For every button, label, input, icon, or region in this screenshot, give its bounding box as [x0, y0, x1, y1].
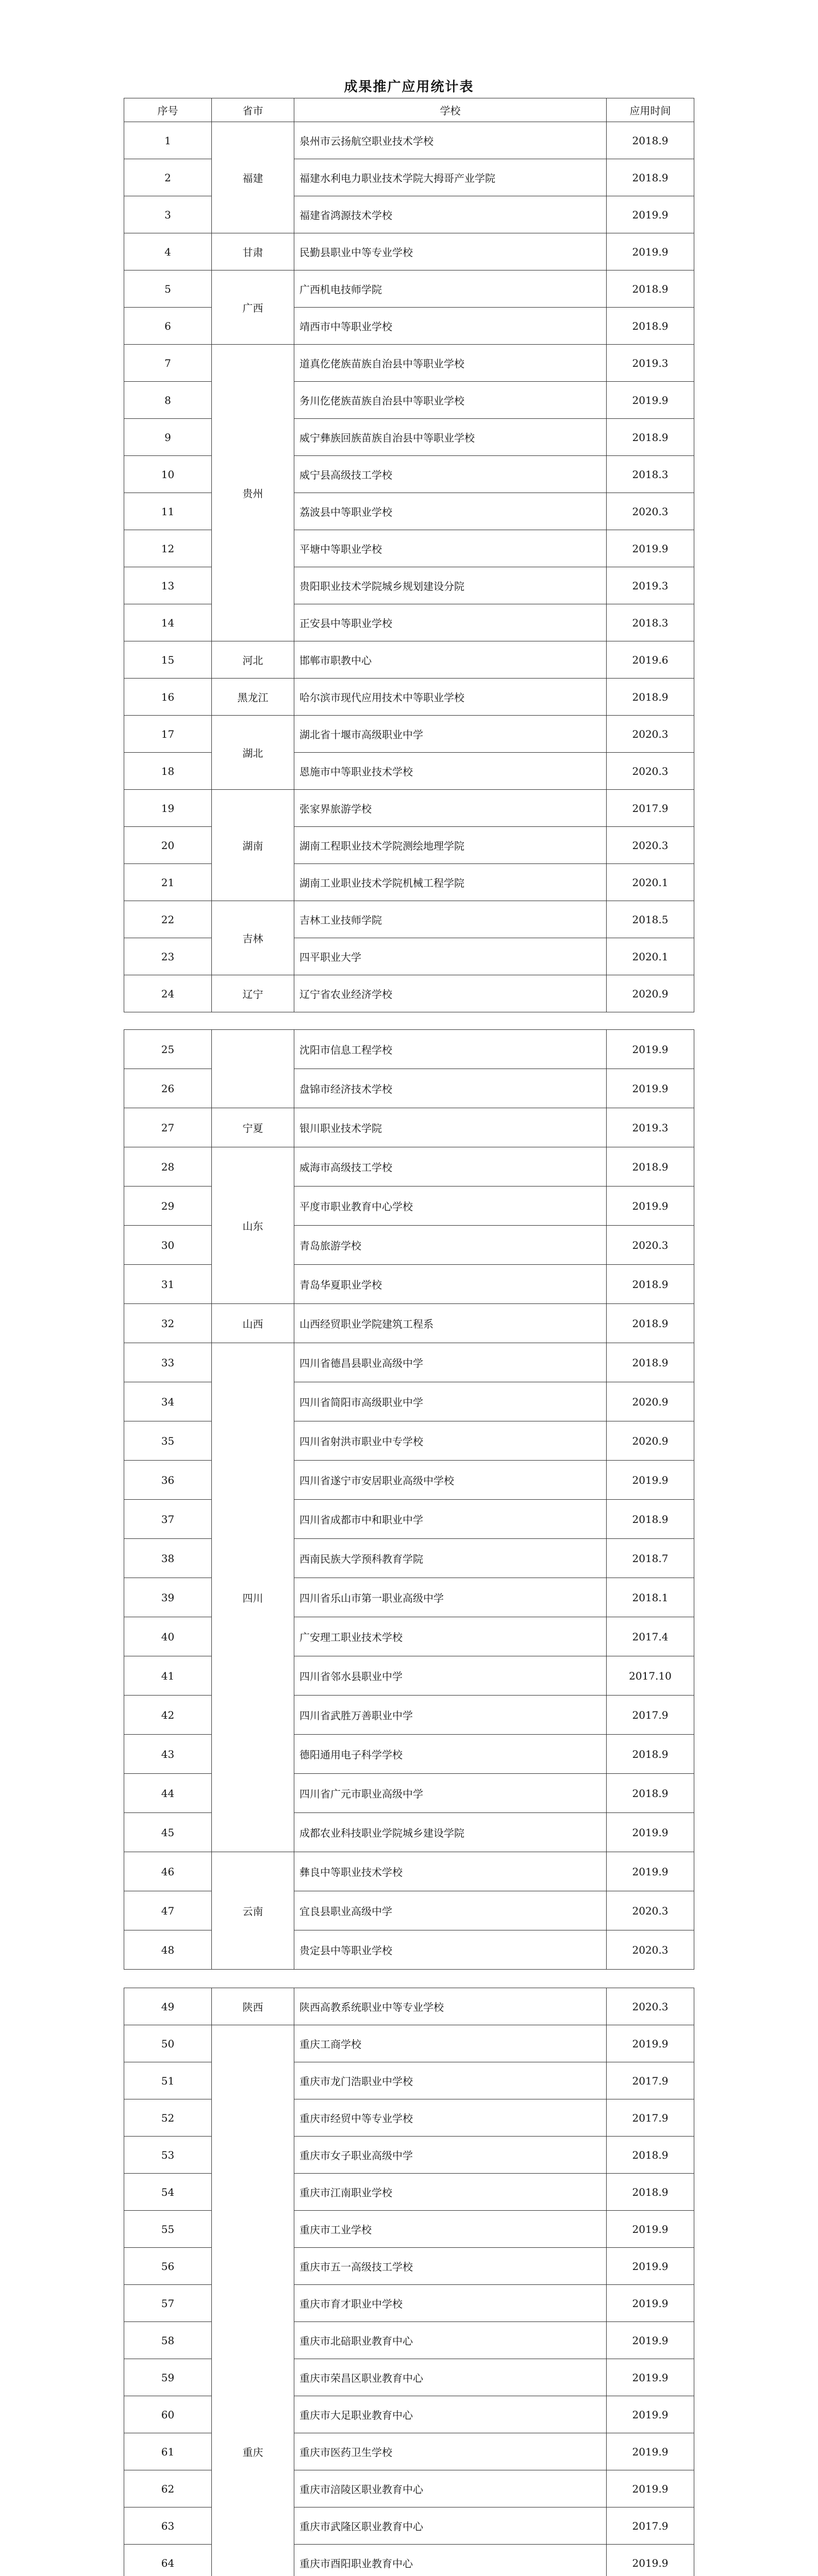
table-row [124, 345, 694, 382]
row-index: 51 [124, 2062, 212, 2099]
row-index: 30 [124, 1226, 212, 1265]
header-province: 省市 [212, 98, 294, 122]
application-date: 2018.9 [607, 1500, 694, 1539]
school-name: 辽宁省农业经济学校 [294, 975, 607, 1012]
table-row [124, 1030, 694, 1069]
table-row [124, 2211, 694, 2248]
table-row [124, 1461, 694, 1500]
application-date: 2019.9 [607, 2248, 694, 2285]
application-date: 2018.9 [607, 419, 694, 456]
table-row [124, 2322, 694, 2359]
table-row [124, 938, 694, 975]
school-name: 重庆市女子职业高级中学 [294, 2137, 607, 2174]
province-cell: 辽宁 [212, 975, 294, 1012]
table-row [124, 1813, 694, 1852]
application-date: 2020.3 [607, 493, 694, 530]
table-row [124, 1988, 694, 2025]
province-cell: 四川 [212, 1343, 294, 1852]
row-index: 55 [124, 2211, 212, 2248]
application-date: 2019.9 [607, 2025, 694, 2062]
statistics-table-page-1 [124, 98, 694, 1012]
school-name: 银川职业技术学院 [294, 1108, 607, 1147]
province-cell: 贵州 [212, 345, 294, 641]
school-name: 道真仡佬族苗族自治县中等职业学校 [294, 345, 607, 382]
row-index: 9 [124, 419, 212, 456]
table-row [124, 2545, 694, 2576]
school-name: 靖西市中等职业学校 [294, 308, 607, 345]
school-name: 荔波县中等职业学校 [294, 493, 607, 530]
province-cell: 河北 [212, 641, 294, 679]
table-row [124, 419, 694, 456]
application-date: 2018.9 [607, 1147, 694, 1187]
school-name: 邯郸市职教中心 [294, 641, 607, 679]
table-row [124, 567, 694, 604]
table-row [124, 1069, 694, 1108]
application-date: 2018.9 [607, 122, 694, 159]
table-row [124, 975, 694, 1012]
application-date: 2019.9 [607, 1030, 694, 1069]
table-row [124, 308, 694, 345]
province-cell: 山西 [212, 1304, 294, 1343]
school-name: 贵定县中等职业学校 [294, 1930, 607, 1970]
school-name: 吉林工业技师学院 [294, 901, 607, 938]
school-name: 成都农业科技职业学院城乡建设学院 [294, 1813, 607, 1852]
row-index: 57 [124, 2285, 212, 2322]
row-index: 18 [124, 753, 212, 790]
table-row [124, 2433, 694, 2470]
table-row [124, 1108, 694, 1147]
application-date: 2020.3 [607, 1226, 694, 1265]
row-index: 50 [124, 2025, 212, 2062]
application-date: 2019.9 [607, 1069, 694, 1108]
school-name: 广西机电技师学院 [294, 270, 607, 308]
school-name: 陕西高教系统职业中等专业学校 [294, 1988, 607, 2025]
application-date: 2019.9 [607, 1813, 694, 1852]
school-name: 福建水利电力职业技术学院大拇哥产业学院 [294, 159, 607, 196]
row-index: 36 [124, 1461, 212, 1500]
table-row [124, 2137, 694, 2174]
table-row [124, 1500, 694, 1539]
row-index: 5 [124, 270, 212, 308]
table-row [124, 604, 694, 641]
school-name: 湖南工程职业技术学院测绘地理学院 [294, 827, 607, 864]
school-name: 威宁彝族回族苗族自治县中等职业学校 [294, 419, 607, 456]
row-index: 12 [124, 530, 212, 567]
school-name: 四平职业大学 [294, 938, 607, 975]
school-name: 泉州市云扬航空职业技术学校 [294, 122, 607, 159]
application-date: 2019.6 [607, 641, 694, 679]
application-date: 2019.3 [607, 1108, 694, 1147]
row-index: 34 [124, 1382, 212, 1421]
row-index: 35 [124, 1421, 212, 1461]
row-index: 31 [124, 1265, 212, 1304]
school-name: 重庆市工业学校 [294, 2211, 607, 2248]
school-name: 重庆市江南职业学校 [294, 2174, 607, 2211]
row-index: 19 [124, 790, 212, 827]
application-date: 2018.9 [607, 308, 694, 345]
table-row [124, 679, 694, 716]
application-date: 2017.10 [607, 1656, 694, 1696]
school-name: 青岛华夏职业学校 [294, 1265, 607, 1304]
province-cell: 湖北 [212, 716, 294, 790]
row-index: 64 [124, 2545, 212, 2576]
school-name: 四川省乐山市第一职业高级中学 [294, 1578, 607, 1617]
table-row [124, 1735, 694, 1774]
table-row [124, 753, 694, 790]
province-cell: 湖南 [212, 790, 294, 901]
school-name: 重庆市龙门浩职业中学校 [294, 2062, 607, 2099]
school-name: 沈阳市信息工程学校 [294, 1030, 607, 1069]
application-date: 2019.9 [607, 1852, 694, 1891]
table-row [124, 827, 694, 864]
row-index: 24 [124, 975, 212, 1012]
row-index: 41 [124, 1656, 212, 1696]
table-row [124, 2285, 694, 2322]
row-index: 14 [124, 604, 212, 641]
row-index: 28 [124, 1147, 212, 1187]
application-date: 2020.9 [607, 1382, 694, 1421]
row-index: 44 [124, 1774, 212, 1813]
application-date: 2018.9 [607, 1304, 694, 1343]
row-index: 59 [124, 2359, 212, 2396]
application-date: 2019.9 [607, 1461, 694, 1500]
school-name: 四川省广元市职业高级中学 [294, 1774, 607, 1813]
row-index: 37 [124, 1500, 212, 1539]
table-row [124, 233, 694, 270]
school-name: 湖北省十堰市高级职业中学 [294, 716, 607, 753]
header-index: 序号 [124, 98, 212, 122]
row-index: 22 [124, 901, 212, 938]
application-date: 2017.9 [607, 2062, 694, 2099]
province-cell: 陕西 [212, 1988, 294, 2025]
application-date: 2020.1 [607, 864, 694, 901]
application-date: 2020.3 [607, 827, 694, 864]
province-cell: 云南 [212, 1852, 294, 1970]
school-name: 四川省简阳市高级职业中学 [294, 1382, 607, 1421]
row-index: 2 [124, 159, 212, 196]
table-row [124, 1187, 694, 1226]
row-index: 21 [124, 864, 212, 901]
province-cell: 山东 [212, 1147, 294, 1304]
province-cell: 重庆 [212, 2025, 294, 2576]
table-row [124, 864, 694, 901]
table-row [124, 493, 694, 530]
table-row [124, 2396, 694, 2433]
row-index: 33 [124, 1343, 212, 1382]
row-index: 15 [124, 641, 212, 679]
row-index: 32 [124, 1304, 212, 1343]
table-row [124, 2025, 694, 2062]
application-date: 2018.5 [607, 901, 694, 938]
school-name: 四川省武胜万善职业中学 [294, 1696, 607, 1735]
school-name: 山西经贸职业学院建筑工程系 [294, 1304, 607, 1343]
table-row [124, 2359, 694, 2396]
application-date: 2019.9 [607, 382, 694, 419]
school-name: 重庆工商学校 [294, 2025, 607, 2062]
page-title: 成果推广应用统计表 [344, 79, 474, 95]
row-index: 42 [124, 1696, 212, 1735]
application-date: 2018.9 [607, 2137, 694, 2174]
school-name: 平塘中等职业学校 [294, 530, 607, 567]
application-date: 2017.9 [607, 2507, 694, 2545]
application-date: 2019.9 [607, 2396, 694, 2433]
row-index: 3 [124, 196, 212, 233]
school-name: 福建省鸿源技术学校 [294, 196, 607, 233]
row-index: 23 [124, 938, 212, 975]
table-row [124, 790, 694, 827]
school-name: 宜良县职业高级中学 [294, 1891, 607, 1930]
school-name: 重庆市武隆区职业教育中心 [294, 2507, 607, 2545]
row-index: 13 [124, 567, 212, 604]
school-name: 四川省遂宁市安居职业高级中学校 [294, 1461, 607, 1500]
table-row [124, 2470, 694, 2507]
application-date: 2018.3 [607, 456, 694, 493]
row-index: 63 [124, 2507, 212, 2545]
school-name: 德阳通用电子科学学校 [294, 1735, 607, 1774]
row-index: 27 [124, 1108, 212, 1147]
application-date: 2020.3 [607, 753, 694, 790]
school-name: 四川省成都市中和职业中学 [294, 1500, 607, 1539]
application-date: 2019.9 [607, 530, 694, 567]
table-row [124, 1656, 694, 1696]
table-row [124, 1265, 694, 1304]
row-index: 6 [124, 308, 212, 345]
province-cell [212, 1030, 294, 1108]
application-date: 2020.1 [607, 938, 694, 975]
row-index: 45 [124, 1813, 212, 1852]
row-index: 20 [124, 827, 212, 864]
application-date: 2019.9 [607, 2545, 694, 2576]
school-name: 四川省射洪市职业中专学校 [294, 1421, 607, 1461]
table-row [124, 456, 694, 493]
header-school: 学校 [294, 98, 607, 122]
row-index: 25 [124, 1030, 212, 1069]
school-name: 重庆市北碚职业教育中心 [294, 2322, 607, 2359]
statistics-table-page-2 [124, 1029, 694, 1970]
application-date: 2018.9 [607, 1774, 694, 1813]
province-cell: 广西 [212, 270, 294, 345]
province-cell: 甘肃 [212, 233, 294, 270]
row-index: 62 [124, 2470, 212, 2507]
row-index: 1 [124, 122, 212, 159]
table-row [124, 270, 694, 308]
school-name: 威海市高级技工学校 [294, 1147, 607, 1187]
table-row [124, 641, 694, 679]
table-row [124, 1343, 694, 1382]
table-row [124, 530, 694, 567]
province-cell: 吉林 [212, 901, 294, 975]
application-date: 2019.9 [607, 1187, 694, 1226]
table-row [124, 2062, 694, 2099]
school-name: 重庆市五一高级技工学校 [294, 2248, 607, 2285]
application-date: 2018.9 [607, 159, 694, 196]
table-row [124, 382, 694, 419]
application-date: 2018.9 [607, 1265, 694, 1304]
application-date: 2019.9 [607, 2433, 694, 2470]
application-date: 2018.9 [607, 2174, 694, 2211]
table-row [124, 2099, 694, 2137]
application-date: 2020.3 [607, 1988, 694, 2025]
school-name: 重庆市涪陵区职业教育中心 [294, 2470, 607, 2507]
application-date: 2018.9 [607, 1343, 694, 1382]
row-index: 40 [124, 1617, 212, 1656]
school-name: 重庆市荣昌区职业教育中心 [294, 2359, 607, 2396]
table-row [124, 1304, 694, 1343]
province-cell: 福建 [212, 122, 294, 233]
school-name: 重庆市经贸中等专业学校 [294, 2099, 607, 2137]
school-name: 重庆市大足职业教育中心 [294, 2396, 607, 2433]
statistics-table-page-3 [124, 1988, 694, 2576]
application-date: 2018.9 [607, 270, 694, 308]
row-index: 52 [124, 2099, 212, 2137]
row-index: 46 [124, 1852, 212, 1891]
row-index: 38 [124, 1539, 212, 1578]
school-name: 重庆市医药卫生学校 [294, 2433, 607, 2470]
table-row [124, 1147, 694, 1187]
school-name: 广安理工职业技术学校 [294, 1617, 607, 1656]
school-name: 正安县中等职业学校 [294, 604, 607, 641]
school-name: 四川省邻水县职业中学 [294, 1656, 607, 1696]
row-index: 53 [124, 2137, 212, 2174]
application-date: 2019.9 [607, 2285, 694, 2322]
school-name: 四川省德昌县职业高级中学 [294, 1343, 607, 1382]
school-name: 盘锦市经济技术学校 [294, 1069, 607, 1108]
row-index: 26 [124, 1069, 212, 1108]
application-date: 2019.9 [607, 233, 694, 270]
header-date: 应用时间 [607, 98, 694, 122]
application-date: 2019.9 [607, 2470, 694, 2507]
table-row [124, 1774, 694, 1813]
application-date: 2018.1 [607, 1578, 694, 1617]
application-date: 2020.9 [607, 975, 694, 1012]
table-row [124, 1891, 694, 1930]
school-name: 贵阳职业技术学院城乡规划建设分院 [294, 567, 607, 604]
school-name: 青岛旅游学校 [294, 1226, 607, 1265]
application-date: 2018.7 [607, 1539, 694, 1578]
school-name: 重庆市酉阳职业教育中心 [294, 2545, 607, 2576]
table-row [124, 901, 694, 938]
application-date: 2018.9 [607, 1735, 694, 1774]
row-index: 4 [124, 233, 212, 270]
table-row [124, 1421, 694, 1461]
row-index: 43 [124, 1735, 212, 1774]
application-date: 2017.9 [607, 790, 694, 827]
school-name: 恩施市中等职业技术学校 [294, 753, 607, 790]
application-date: 2020.3 [607, 1891, 694, 1930]
row-index: 60 [124, 2396, 212, 2433]
application-date: 2017.9 [607, 2099, 694, 2137]
application-date: 2020.3 [607, 1930, 694, 1970]
table-row [124, 2507, 694, 2545]
application-date: 2018.9 [607, 679, 694, 716]
school-name: 湖南工业职业技术学院机械工程学院 [294, 864, 607, 901]
table-row [124, 1852, 694, 1891]
row-index: 49 [124, 1988, 212, 2025]
school-name: 西南民族大学预科教育学院 [294, 1539, 607, 1578]
table-row [124, 1617, 694, 1656]
row-index: 56 [124, 2248, 212, 2285]
row-index: 47 [124, 1891, 212, 1930]
school-name: 务川仡佬族苗族自治县中等职业学校 [294, 382, 607, 419]
school-name: 平度市职业教育中心学校 [294, 1187, 607, 1226]
school-name: 哈尔滨市现代应用技术中等职业学校 [294, 679, 607, 716]
province-cell: 宁夏 [212, 1108, 294, 1147]
table-row [124, 1382, 694, 1421]
row-index: 39 [124, 1578, 212, 1617]
row-index: 29 [124, 1187, 212, 1226]
school-name: 重庆市育才职业中学校 [294, 2285, 607, 2322]
application-date: 2017.4 [607, 1617, 694, 1656]
row-index: 8 [124, 382, 212, 419]
application-date: 2018.3 [607, 604, 694, 641]
table-row [124, 1696, 694, 1735]
school-name: 张家界旅游学校 [294, 790, 607, 827]
school-name: 民勤县职业中等专业学校 [294, 233, 607, 270]
application-date: 2019.9 [607, 196, 694, 233]
row-index: 48 [124, 1930, 212, 1970]
table-row [124, 1930, 694, 1970]
province-cell: 黑龙江 [212, 679, 294, 716]
table-header-row [124, 98, 694, 122]
application-date: 2020.9 [607, 1421, 694, 1461]
table-row [124, 122, 694, 159]
school-name: 威宁县高级技工学校 [294, 456, 607, 493]
row-index: 16 [124, 679, 212, 716]
table-row [124, 1539, 694, 1578]
table-row [124, 1226, 694, 1265]
application-date: 2019.9 [607, 2322, 694, 2359]
row-index: 10 [124, 456, 212, 493]
table-row [124, 1578, 694, 1617]
application-date: 2019.3 [607, 567, 694, 604]
table-row [124, 196, 694, 233]
application-date: 2019.9 [607, 2359, 694, 2396]
table-row [124, 2248, 694, 2285]
application-date: 2020.3 [607, 716, 694, 753]
row-index: 54 [124, 2174, 212, 2211]
table-row [124, 159, 694, 196]
row-index: 11 [124, 493, 212, 530]
row-index: 58 [124, 2322, 212, 2359]
application-date: 2019.3 [607, 345, 694, 382]
row-index: 61 [124, 2433, 212, 2470]
application-date: 2017.9 [607, 1696, 694, 1735]
school-name: 彝良中等职业技术学校 [294, 1852, 607, 1891]
table-row [124, 2174, 694, 2211]
table-row [124, 716, 694, 753]
row-index: 17 [124, 716, 212, 753]
row-index: 7 [124, 345, 212, 382]
application-date: 2019.9 [607, 2211, 694, 2248]
